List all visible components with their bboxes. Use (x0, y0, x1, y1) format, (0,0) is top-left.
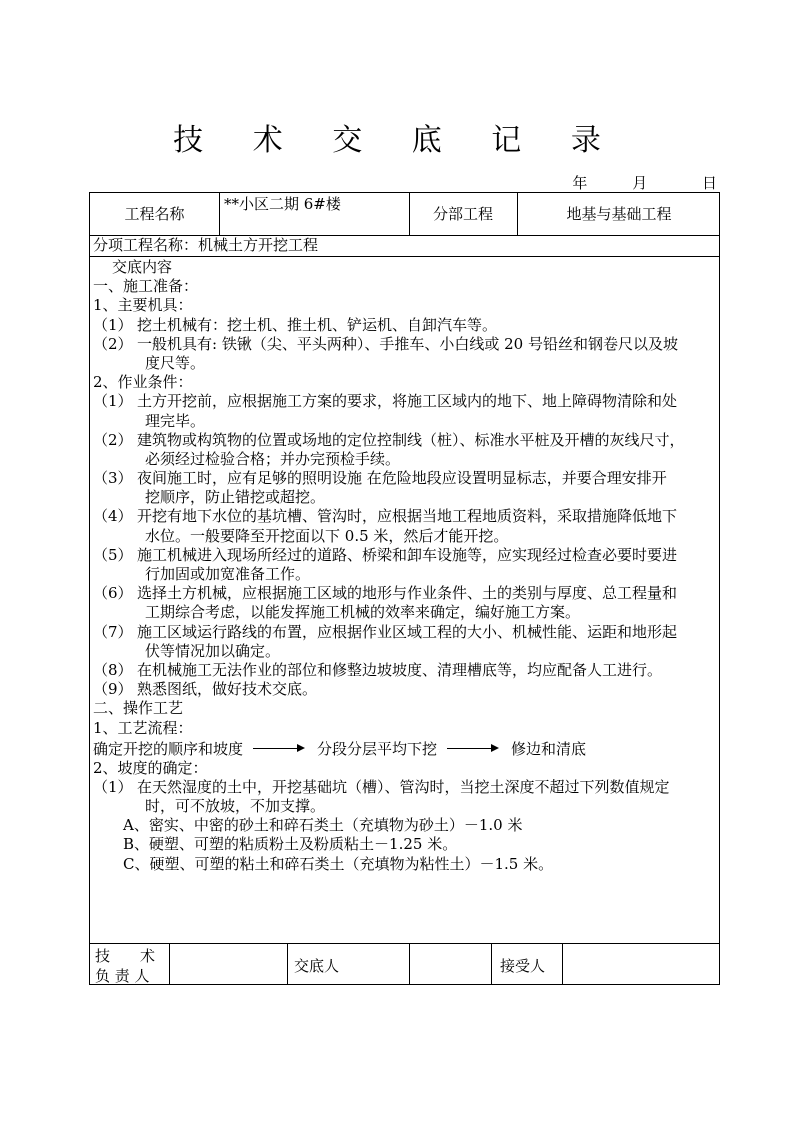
content-heading: 交底内容 (112, 258, 173, 276)
row-divider (90, 256, 719, 257)
list-item (93, 546, 718, 565)
item-number: （8） (93, 660, 133, 679)
item-continuation: 行加固或加宽准备工作。 (145, 565, 311, 583)
item-text: 在机械施工无法作业的部位和修整边坡坡度、清理槽底等，均应配备人工进行。 (137, 660, 663, 679)
subsection-heading: 1、工艺流程： (93, 718, 193, 737)
item-continuation: 度尺等。 (145, 353, 206, 372)
list-item (93, 316, 718, 335)
receiver-label: 接受人 (500, 957, 546, 975)
item-continuation: 工期综合考虑，以能发挥施工机械的效率来确定，编好施工方案。 (145, 603, 581, 622)
item-number: （4） (93, 507, 133, 526)
disclosure-content (93, 258, 718, 874)
item-text: 夜间施工时，应有足够的照明设施 在危险地段应设置明显标志，并要合理安排开 (137, 469, 667, 488)
list-item (93, 778, 718, 797)
item-continuation: 水位。一般要降至开挖面以下 0.5 米，然后才能开挖。 (145, 526, 509, 545)
col-divider (409, 943, 410, 985)
subitem-name: 分项工程名称：机械土方开挖工程 (93, 236, 319, 254)
item-number: （1） (93, 315, 133, 334)
item-text: 施工机械进入现场所经过的道路、桥梁和卸车设施等，应实现经过检查必要时要进 (137, 545, 678, 564)
item-continuation: 必须经过检验合格；并办完预检手续。 (145, 449, 401, 468)
item-number: （5） (93, 545, 133, 564)
col-divider (491, 943, 492, 985)
col-divider (219, 193, 220, 235)
list-item (93, 680, 718, 699)
slope-item: B、硬塑、可塑的粘质粉土及粉质粘土－1.25 米。 (123, 835, 458, 854)
item-number: （6） (93, 584, 133, 603)
slope-item: A、密实、中密的砂土和碎石类土（充填物为砂土）－1.0 米 (123, 816, 523, 835)
tech-lead-label-line2: 负 责 人 (95, 967, 150, 985)
item-number: （2） (93, 334, 133, 353)
date-line (572, 172, 717, 193)
item-continuation: 时，可不放坡，不加支撑。 (145, 797, 326, 816)
list-item (93, 584, 718, 603)
page-title: 技 术 交 底 记 录 (173, 123, 621, 158)
arrow-right-icon (447, 748, 497, 749)
date-year: 年 (572, 174, 588, 192)
date-day: 日 (701, 174, 717, 192)
list-item (93, 469, 718, 488)
list-item (93, 623, 718, 642)
item-text: 在天然湿度的土中，开挖基础坑（槽）、管沟时，当挖土深度不超过下列数值规定 (137, 777, 670, 796)
item-text: 开挖有地下水位的基坑槽、管沟时，应根据当地工程地质资料，采取措施降低地下 (137, 507, 678, 526)
col-divider (562, 943, 563, 985)
discloser-label: 交底人 (294, 957, 340, 975)
item-text: 熟悉图纸，做好技术交底。 (137, 680, 318, 699)
col-divider (287, 943, 288, 985)
division-label: 分部工程 (432, 205, 493, 223)
item-text: 建筑物或构筑物的位置或场地的定位控制线（桩）、标准水平桩及开槽的灰线尺寸， (137, 430, 685, 449)
item-continuation: 挖顺序，防止错挖或超挖。 (145, 488, 326, 507)
item-continuation: 理完毕。 (145, 411, 206, 430)
flow-step: 确定开挖的顺序和坡度 (93, 739, 244, 758)
project-name-value: **小区二期 6#楼 (224, 195, 341, 213)
item-number: （1） (93, 392, 133, 411)
flow-step: 分段分层平均下挖 (317, 739, 438, 758)
record-table (89, 192, 720, 985)
subsection-heading: 2、作业条件： (93, 373, 193, 392)
section-heading: 二、操作工艺 (93, 699, 184, 718)
item-text: 一般机具有: 铁锹（尖、平头两种）、手推车、小白线或 20 号铅丝和钢卷尺以及坡 (137, 334, 678, 353)
list-item (93, 431, 718, 450)
col-divider (169, 943, 170, 985)
item-number: （3） (93, 469, 133, 488)
flow-step: 修边和清底 (511, 739, 587, 758)
list-item (93, 507, 718, 526)
subsection-heading: 2、坡度的确定： (93, 758, 208, 777)
list-item (93, 335, 718, 354)
item-text: 选择土方机械，应根据施工区域的地形与作业条件、土的类别与厚度、总工程量和 (137, 584, 678, 603)
project-name-label: 工程名称 (124, 205, 185, 223)
section-heading: 一、施工准备： (93, 277, 199, 296)
item-text: 挖土机械有：挖土机、推土机、铲运机、自卸汽车等。 (137, 315, 498, 334)
item-number: （7） (93, 622, 133, 641)
tech-lead-label-line1: 技 术 (95, 947, 156, 965)
date-month: 月 (632, 174, 648, 192)
item-number: （9） (93, 680, 133, 699)
list-item (93, 661, 718, 680)
item-number: （1） (93, 777, 133, 796)
item-text: 施工区域运行路线的布置，应根据作业区域工程的大小、机械性能、运距和地形起 (137, 622, 678, 641)
process-flow (93, 738, 718, 759)
list-item (93, 392, 718, 411)
item-number: （2） (93, 430, 133, 449)
arrow-right-icon (253, 748, 303, 749)
slope-item: C、硬塑、可塑的粘土和碎石类土（充填物为粘性土）－1.5 米。 (123, 854, 554, 873)
item-text: 土方开挖前，应根据施工方案的要求，将施工区域内的地下、地上障碍物清除和处 (137, 392, 678, 411)
row-divider (90, 943, 719, 944)
division-value: 地基与基础工程 (566, 205, 672, 223)
subsection-heading: 1、主要机具： (93, 296, 193, 315)
item-continuation: 伏等情况加以确定。 (145, 641, 281, 660)
